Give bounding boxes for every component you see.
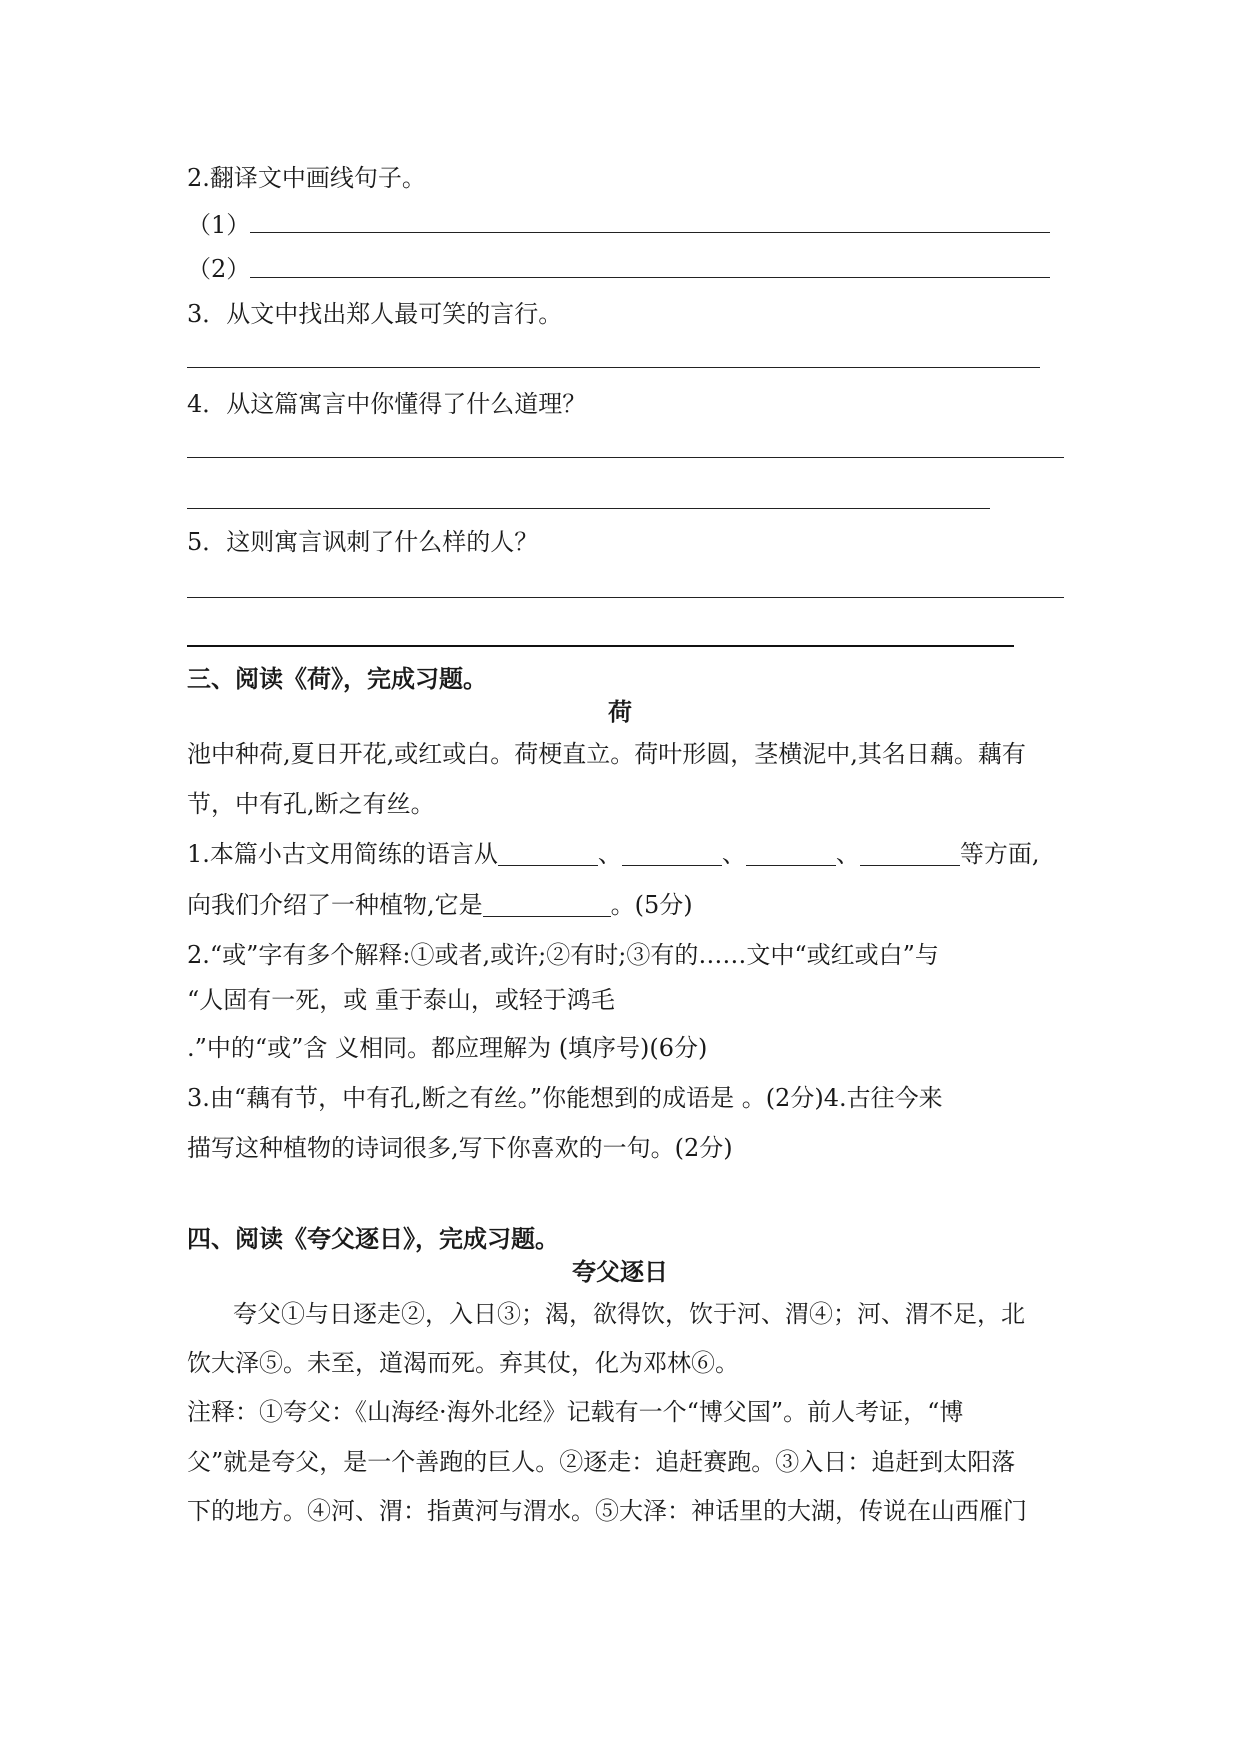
answer-line-2-1[interactable] bbox=[250, 232, 1050, 233]
blank-plant[interactable] bbox=[483, 892, 611, 917]
blank-4[interactable] bbox=[860, 841, 960, 866]
answer-line-4b[interactable] bbox=[187, 508, 990, 509]
question-3: 3．从文中找出郑人最可笑的言行。 bbox=[187, 300, 563, 328]
question-3-1-text: 1.本篇小古文用简练的语言从 bbox=[187, 840, 498, 868]
question-3-3-line-1: 3.由“藕有节，中有孔,断之有丝。”你能想到的成语是 。(2分)4.古往今来 bbox=[187, 1084, 943, 1112]
section-3-title: 荷 bbox=[608, 698, 632, 726]
passage-3-line-2: 节，中有孔,断之有丝。 bbox=[187, 790, 435, 818]
section-3-heading: 三、阅读《荷》，完成习题。 bbox=[187, 665, 487, 693]
section-4-title: 夸父逐日 bbox=[572, 1258, 668, 1286]
question-5: 5．这则寓言讽刺了什么样的人？ bbox=[187, 528, 539, 556]
question-3-1-line-2-text: 向我们介绍了一种植物,它是 bbox=[187, 891, 483, 919]
question-3-2-line-1: 2.“或”字有多个解释:①或者,或许;②有时;③有的……文中“或红或白”与 bbox=[187, 941, 939, 969]
blank-1[interactable] bbox=[498, 841, 598, 866]
answer-line-3[interactable] bbox=[187, 367, 1040, 368]
question-3-1-score: 。(5分) bbox=[610, 891, 693, 919]
question-3-1-end: 等方面, bbox=[959, 840, 1040, 868]
question-3-2-line-2: “人固有一死，或 重于泰山，或轻于鸿毛 bbox=[187, 986, 615, 1014]
question-4: 4．从这篇寓言中你懂得了什么道理？ bbox=[187, 390, 587, 418]
question-2-1-label: （1） bbox=[187, 211, 251, 239]
blank-2[interactable] bbox=[622, 841, 722, 866]
note-line-1: 注释：①夸父：《山海经·海外北经》记载有一个“博父国”。前人考证，“博 bbox=[187, 1398, 964, 1426]
answer-line-2-2[interactable] bbox=[250, 277, 1050, 278]
passage-4-line-2: 饮大泽⑤。未至，道渴而死。弃其仗，化为邓林⑥。 bbox=[187, 1349, 739, 1377]
note-line-3: 下的地方。④河、渭：指黄河与渭水。⑤大泽：神话里的大湖，传说在山西雁门 bbox=[187, 1497, 1027, 1525]
blank-3[interactable] bbox=[746, 841, 836, 866]
question-3-1 bbox=[187, 838, 1040, 870]
question-3-1-line-2 bbox=[187, 889, 693, 921]
note-line-2: 父”就是夸父，是一个善跑的巨人。②逐走：追赶赛跑。③入日：追赶到太阳落 bbox=[187, 1448, 1016, 1476]
separator: 、 bbox=[597, 840, 622, 868]
separator: 、 bbox=[835, 840, 860, 868]
separator: 、 bbox=[721, 840, 746, 868]
question-3-4-line-2: 描写这种植物的诗词很多,写下你喜欢的一句。(2分) bbox=[187, 1134, 733, 1162]
question-2-2-label: （2） bbox=[187, 255, 251, 283]
question-3-2-line-3: .”中的“或”含 义相同。都应理解为 (填序号)(6分) bbox=[187, 1034, 708, 1062]
answer-line-5a[interactable] bbox=[187, 597, 1064, 598]
section-4-heading: 四、阅读《夸父逐日》，完成习题。 bbox=[187, 1225, 559, 1253]
passage-4-line-1: 夸父①与日逐走②，入日③；渴，欲得饮，饮于河、渭④；河、渭不足，北 bbox=[233, 1300, 1025, 1328]
passage-3-line-1: 池中种荷,夏日开花,或红或白。荷梗直立。荷叶形圆，茎横泥中,其名日藕。藕有 bbox=[187, 740, 1026, 768]
answer-line-4a[interactable] bbox=[187, 457, 1064, 458]
question-2: 2.翻译文中画线句子。 bbox=[187, 164, 426, 192]
answer-line-5b[interactable] bbox=[187, 645, 1014, 647]
